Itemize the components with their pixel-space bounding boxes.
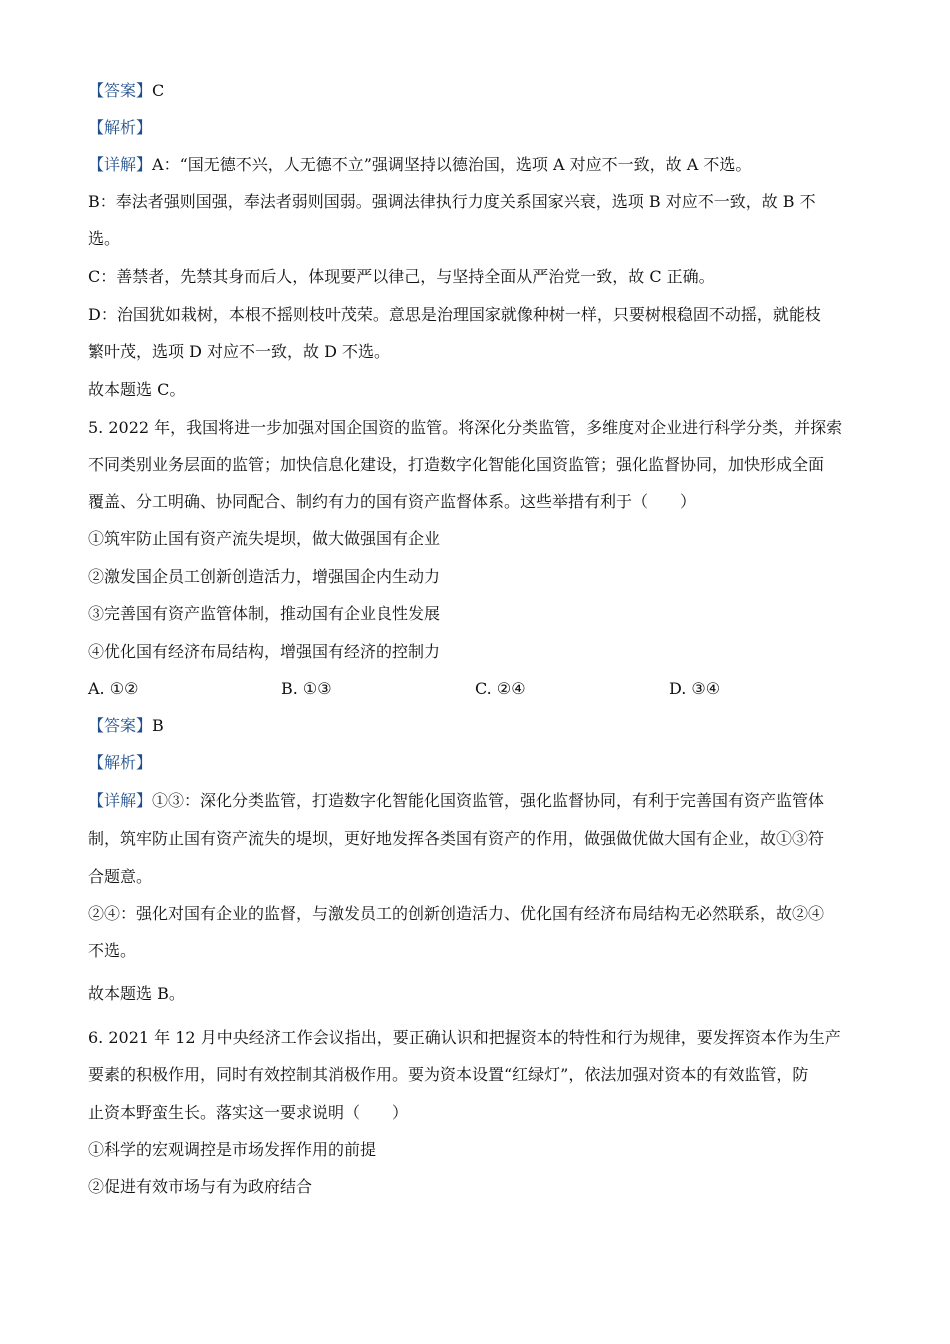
q5-conclusion: 故本题选 B。 (88, 984, 185, 1003)
q5-analysis-tag-line (88, 752, 868, 774)
q5-option-b: B. ①③ (281, 679, 332, 698)
q4-detail-d-1: D：治国犹如栽树，本根不摇则枝叶茂荣。意思是治理国家就像种树一样，只要树根稳固不动摇，就能枝 (88, 305, 821, 324)
q5-detail-1-1 (88, 790, 868, 812)
q5-option-c: C. ②④ (475, 679, 526, 698)
q4-detail-b-2: 选。 (88, 229, 121, 248)
answer-value: C (152, 81, 165, 100)
q5-stem-2: 不同类别业务层面的监管；加快信息化建设，打造数字化智能化国资监管；强化监督协同，加快形成全面 (88, 455, 825, 474)
q6-stem-2: 要素的积极作用，同时有效控制其消极作用。要为资本设置“红绿灯”，依法加强对资本的有效监管，防 (88, 1065, 809, 1084)
q4-detail-d-2: 繁叶茂，选项 D 对应不一致，故 D 不选。 (88, 342, 391, 361)
answer-value: B (152, 716, 164, 735)
q5-option-a: A. ①② (88, 679, 139, 698)
q5-item-1: ①筑牢防止国有资产流失堤坝，做大做强国有企业 (88, 529, 441, 548)
q4-detail-b-1: B：奉法者强则国强，奉法者弱则国弱。强调法律执行力度关系国家兴衰，选项 B 对应不一致，故 B 不 (88, 192, 816, 211)
q5-item-4: ④优化国有经济布局结构，增强国有经济的控制力 (88, 642, 441, 661)
q5-stem-1: 5. 2022 年，我国将进一步加强对国企国资的监管。将深化分类监管，多维度对企业进行科学分类，并探索 (88, 418, 843, 437)
q5-detail-2-1: ②④：强化对国有企业的监督，与激发员工的创新创造活力、优化国有经济布局结构无必然联系，故②④ (88, 904, 825, 923)
answer-tag: 【答案】 (88, 81, 153, 100)
analysis-tag: 【解析】 (88, 118, 153, 137)
q4-detail-c: C：善禁者，先禁其身而后人，体现要严以律己，与坚持全面从严治党一致，故 C 正确。 (88, 267, 715, 286)
q5-detail-1-2: 制，筑牢防止国有资产流失的堤坝，更好地发挥各类国有资产的作用，做强做优做大国有企业，故①③符 (88, 829, 825, 848)
q6-stem-1: 6. 2021 年 12 月中央经济工作会议指出，要正确认识和把握资本的特性和行为规律，要发挥资本作为生产 (88, 1028, 841, 1047)
q5-detail-1-3: 合题意。 (88, 867, 153, 886)
q4-analysis-tag-line (88, 117, 868, 139)
q4-detail-a (88, 154, 868, 176)
q5-item-3: ③完善国有资产监管体制，推动国有企业良性发展 (88, 604, 441, 623)
q5-detail-2-2: 不选。 (88, 941, 137, 960)
q4-conclusion: 故本题选 C。 (88, 380, 186, 399)
q6-item-2: ②促进有效市场与有为政府结合 (88, 1177, 313, 1196)
detail-tag: 【详解】 (88, 791, 153, 810)
q4-answer-line (88, 80, 868, 102)
detail-text: A：“国无德不兴，人无德不立”强调坚持以德治国，选项 A 对应不一致，故 A 不选。 (152, 155, 752, 174)
answer-tag: 【答案】 (88, 716, 153, 735)
q5-options-row (88, 678, 868, 700)
q5-option-d: D. ③④ (669, 679, 721, 698)
detail-text: ①③：深化分类监管，打造数字化智能化国资监管，强化监督协同，有利于完善国有资产监管体 (152, 791, 825, 810)
q5-answer-line (88, 715, 868, 737)
q6-item-1: ①科学的宏观调控是市场发挥作用的前提 (88, 1140, 377, 1159)
q5-stem-3: 覆盖、分工明确、协同配合、制约有力的国有资产监督体系。这些举措有利于（ ） (88, 492, 697, 511)
detail-tag: 【详解】 (88, 155, 153, 174)
q6-stem-3: 止资本野蛮生长。落实这一要求说明（ ） (88, 1103, 409, 1122)
analysis-tag: 【解析】 (88, 753, 153, 772)
q5-item-2: ②激发国企员工创新创造活力，增强国企内生动力 (88, 567, 441, 586)
